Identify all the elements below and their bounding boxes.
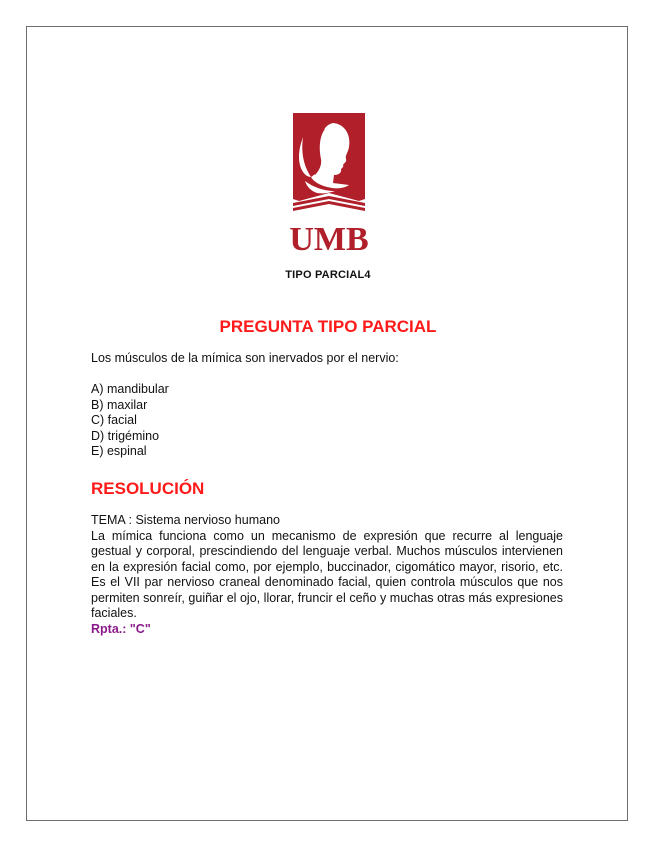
resolution-topic: TEMA : Sistema nervioso humano (91, 513, 280, 527)
option-b: B) maxilar (91, 397, 148, 412)
option-a: A) mandibular (91, 382, 169, 396)
option-d: D) trigémino (91, 428, 160, 443)
option-e: E) espinal (91, 444, 147, 458)
logo-wordmark: UMB (289, 221, 369, 257)
resolution-explanation: La mímica funciona como un mecanismo de expresión que recurre al lenguaje gestual y corporal, prescindiendo del lenguaje verbal. Muchos músculos intervienen en la expresión facial como, por ejemplo, buccinador, cigomático mayor, risorio, etc. Es el VII par nervioso craneal denominado facial, quien controla músculos que nos permiten sonreír, guiñar el ojo, llorar, fruncir el ceño y muchas otras más expresiones faciales. (91, 528, 563, 620)
resolution-heading: RESOLUCIÓN (91, 479, 205, 498)
document-page (26, 26, 628, 821)
resolution-block (91, 513, 563, 637)
answer-label: Rpta.: "C" (91, 621, 151, 636)
question-text: Los músculos de la mímica son inervados por el nervio: (91, 351, 399, 365)
umb-logo (289, 107, 369, 257)
document-title: TIPO PARCIAL4 (285, 269, 371, 281)
option-c: C) facial (91, 413, 137, 427)
answer-options (91, 382, 391, 460)
umb-logo-emblem (289, 107, 369, 257)
question-heading: PREGUNTA TIPO PARCIAL (219, 317, 437, 336)
